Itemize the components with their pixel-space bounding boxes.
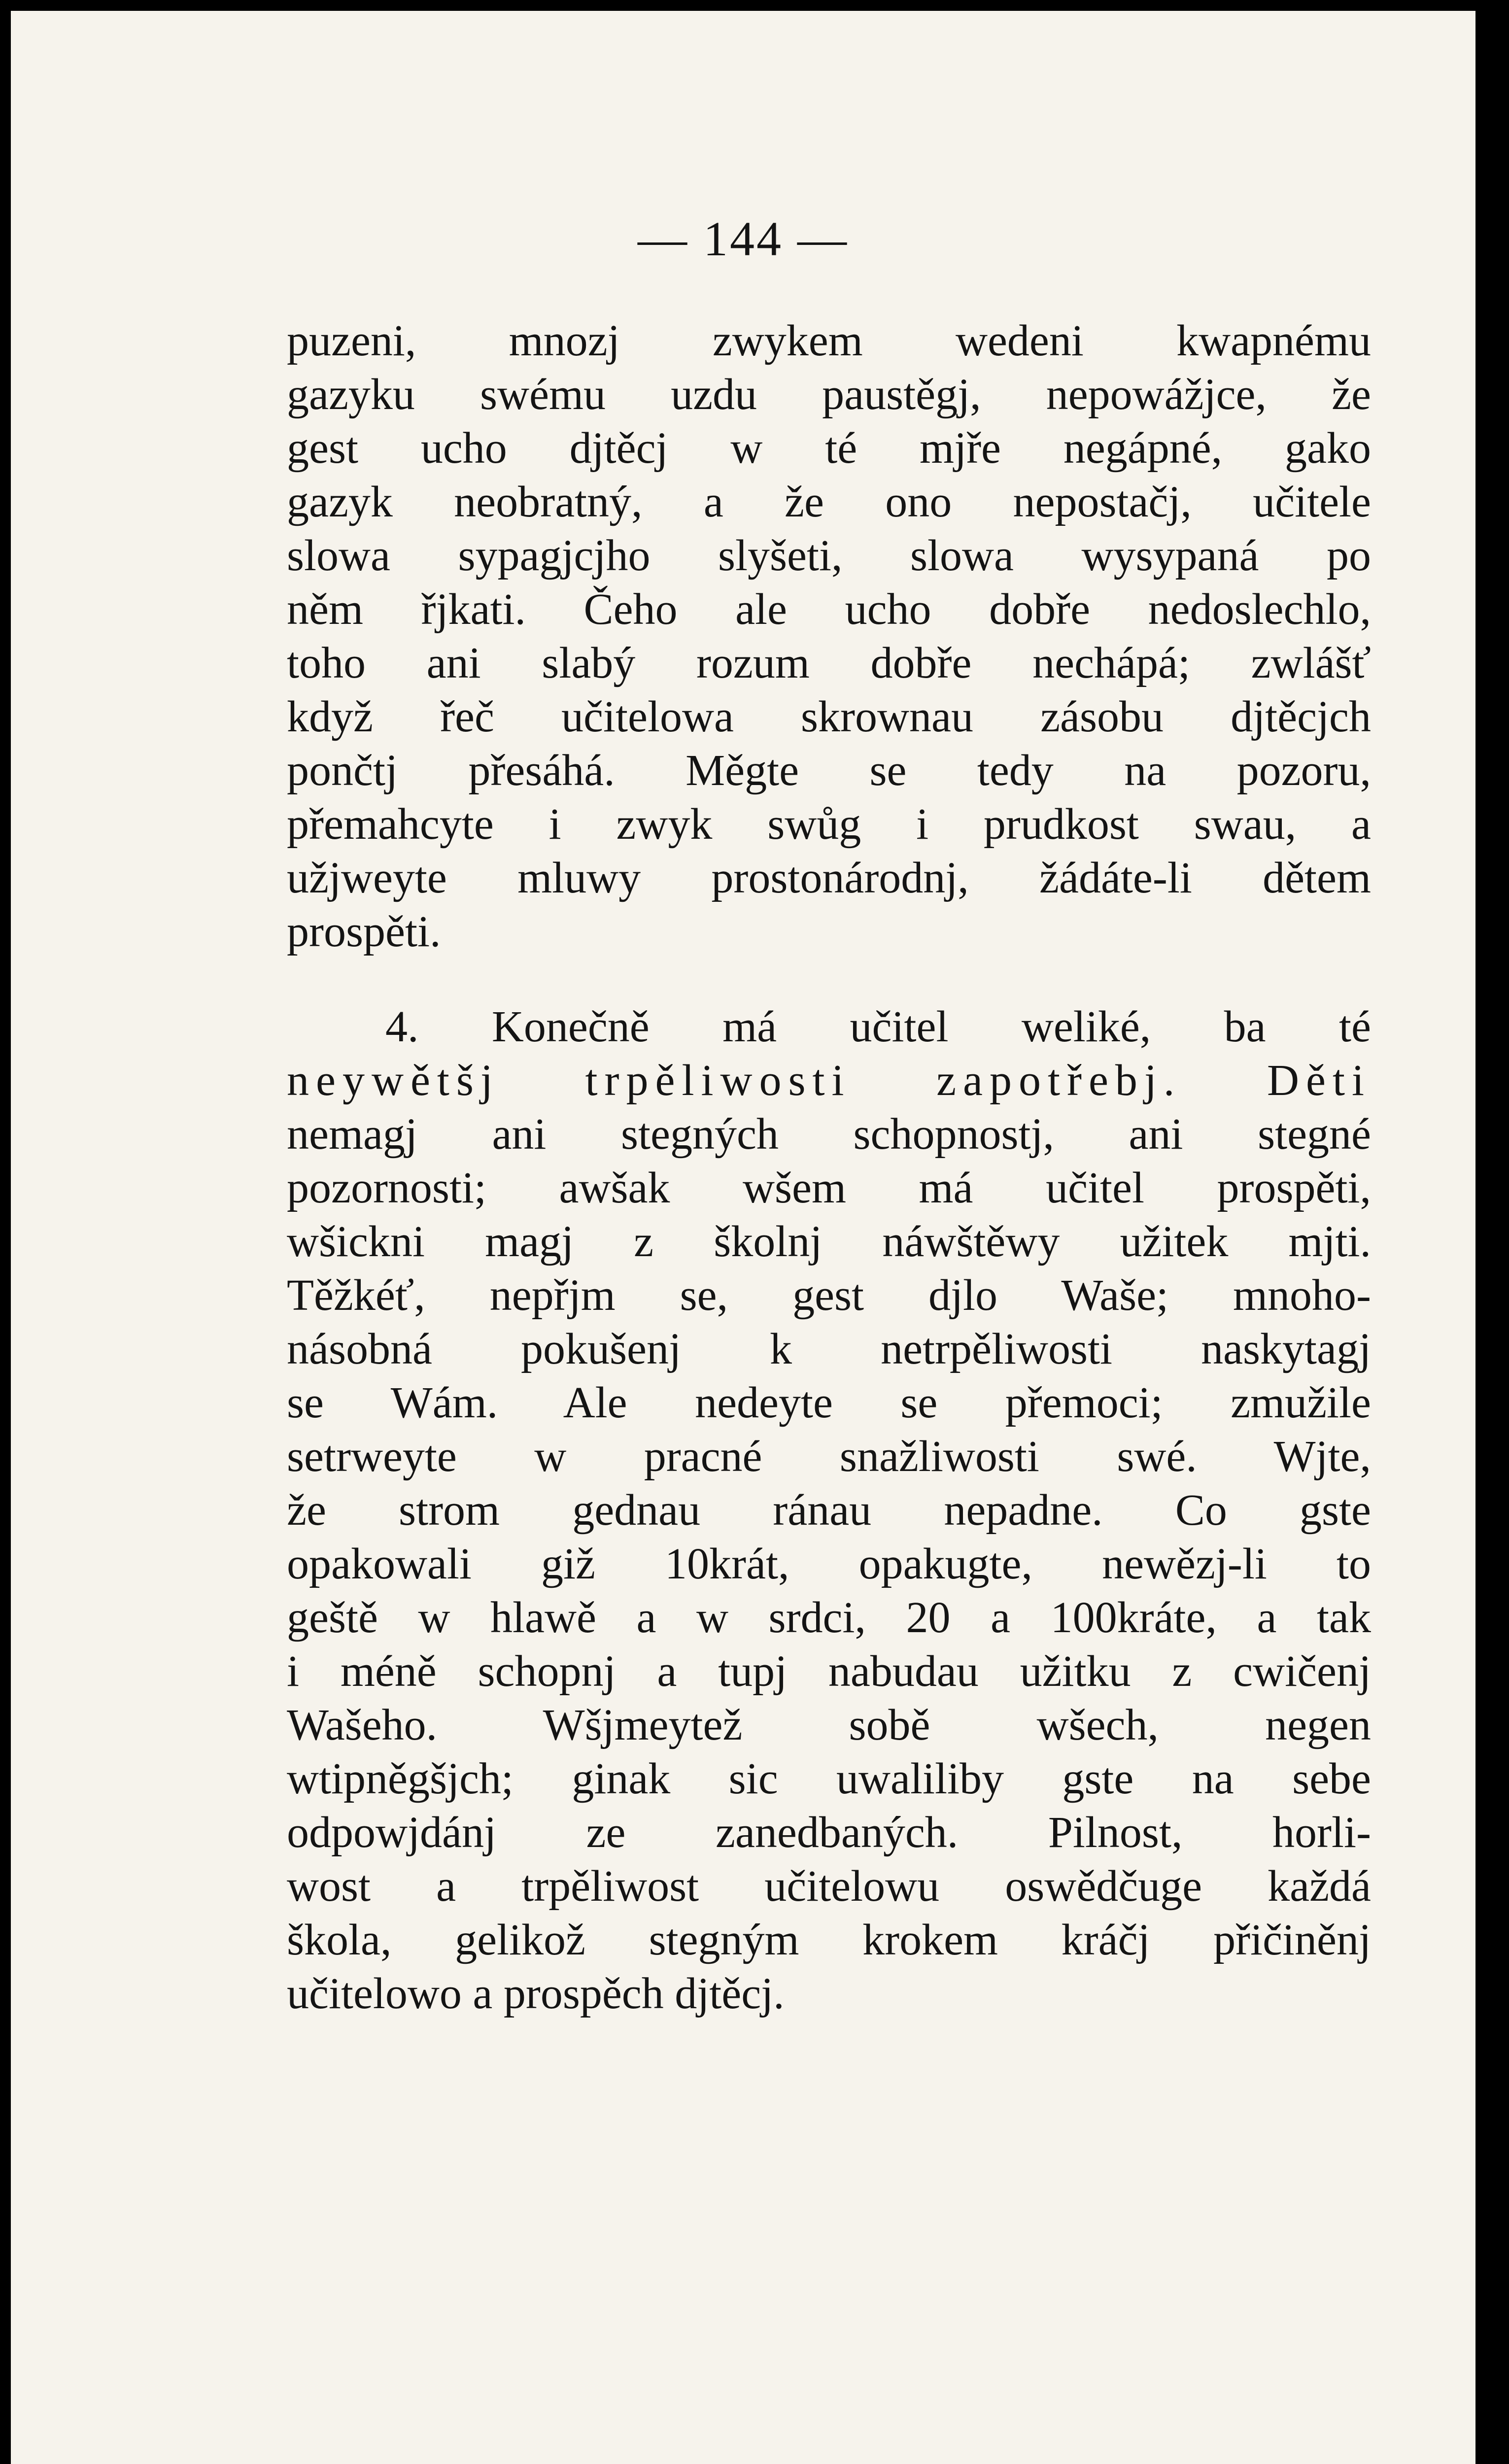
text-line: něm řjkati. Čeho ale ucho dobře nedoslechlo,: [287, 585, 1371, 634]
text-line: přemahcyte i zwyk swůg i prudkost swau, a: [287, 800, 1371, 849]
text-line: když řeč učitelowa skrownau zásobu djtěcjch: [287, 692, 1371, 741]
text-line: setrweyte w pracné snažliwosti swé. Wjte,: [287, 1432, 1371, 1481]
text-line: škola, gelikož stegným krokem kráčj přičiněnj: [287, 1916, 1371, 1964]
text-line: odpowjdánj ze zanedbaných. Pilnost, horli-: [287, 1808, 1371, 1857]
text-line: gazyk neobratný, a že ono nepostačj, učitele: [287, 478, 1371, 526]
text-line: wtipněgšjch; ginak sic uwaliliby gste na sebe: [287, 1754, 1371, 1803]
page-number: — 144 —: [638, 211, 849, 266]
text-line: i méně schopnj a tupj nabudau užitku z cwičenj: [287, 1647, 1371, 1696]
text-line: puzeni, mnozj zwykem wedeni kwapnému: [287, 316, 1371, 365]
text-line: wost a trpěliwost učitelowu oswědčuge každá: [287, 1862, 1371, 1911]
text-line: užjweyte mluwy prostonárodnj, žádáte-li dětem: [287, 854, 1371, 902]
text-line-first: [287, 1000, 1371, 1054]
book-page: [11, 11, 1485, 2464]
text-line: neywětšj trpěliwosti zapotřebj. Děti: [287, 1056, 1371, 1105]
text-line: Těžkéť, nepřjm se, gest djlo Waše; mnoho-: [287, 1271, 1371, 1320]
text-line: prospěti.: [287, 907, 441, 956]
text-line: se Wám. Ale nedeyte se přemoci; zmužile: [287, 1378, 1371, 1427]
paragraph-2: [287, 1000, 1371, 2020]
text-line: toho ani slabý rozum dobře nechápá; zwlášť: [287, 639, 1371, 687]
text-line: Konečně má učitel weliké, ba té: [491, 1002, 1371, 1051]
text-line: násobná pokušenj k netrpěliwosti naskytagj: [287, 1325, 1371, 1373]
paragraph-spacer: [287, 958, 1371, 1000]
text-line: gest ucho djtěcj w té mjře negápné, gako: [287, 424, 1371, 473]
paragraph-1: [287, 314, 1371, 958]
text-line: pončtj přesáhá. Měgte se tedy na pozoru,: [287, 746, 1371, 795]
text-line: slowa sypagjcjho slyšeti, slowa wysypaná po: [287, 531, 1371, 580]
text-line: pozornosti; awšak wšem má učitel prospěti,: [287, 1164, 1371, 1212]
text-line: gazyku swému uzdu paustěgj, nepowážjce, že: [287, 370, 1371, 419]
body-text: [287, 314, 1371, 2020]
text-line: wšickni magj z školnj náwštěwy užitek mjti.: [287, 1217, 1371, 1266]
text-line: učitelowo a prospěch djtěcj.: [287, 1969, 785, 2018]
text-line: Wašeho. Wšjmeytež sobě wšech, negen: [287, 1701, 1371, 1749]
text-line: geště w hlawě a w srdci, 20 a 100kráte, a tak: [287, 1593, 1371, 1642]
text-line: že strom gednau ránau nepadne. Co gste: [287, 1486, 1371, 1535]
text-line: nemagj ani stegných schopnostj, ani stegné: [287, 1110, 1371, 1159]
text-line: opakowali giž 10krát, opakugte, newězj-li to: [287, 1540, 1371, 1588]
paragraph-number: 4.: [385, 1002, 419, 1051]
